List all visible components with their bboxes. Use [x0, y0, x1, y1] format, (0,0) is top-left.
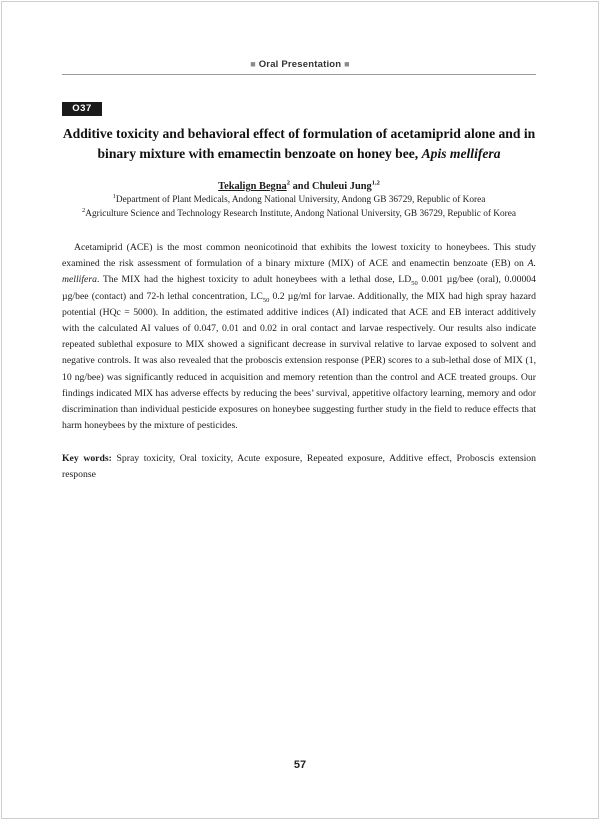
abstract-part-1: Acetamiprid (ACE) is the most common neonicotinoid that exhibits the lowest toxicity to honeybees. This study examined the risk assessment of formulation of a binary mixture (MIX) of ACE and enamectin benzoate (EB) on — [62, 242, 536, 270]
author-1-affiliation-mark: 2 — [286, 179, 290, 187]
keywords-text: Spray toxicity, Oral toxicity, Acute exposure, Repeated exposure, Additive effect, Proboscis extension response — [62, 453, 536, 481]
author-2-affiliation-mark: 1,2 — [371, 179, 380, 187]
author-2-name: Chuleui Jung — [311, 181, 372, 192]
abstract-paragraph — [62, 240, 536, 434]
affiliation-1-text: Department of Plant Medicals, Andong National University, Andong GB 36729, Republic of Korea — [115, 195, 486, 205]
lc50-subscript: 50 — [262, 296, 270, 304]
affiliation-1 — [62, 193, 536, 207]
affiliations — [62, 193, 536, 221]
abstract-part-2: . The MIX had the highest toxicity to adult honeybees with a lethal dose, LD — [96, 274, 412, 286]
presentation-code-badge: O37 — [62, 102, 102, 116]
keywords — [62, 451, 536, 483]
author-1-name: Tekalign Begna — [218, 181, 287, 192]
title-species: Apis mellifera — [421, 146, 501, 161]
abstract-part-4: 0.2 µg/ml for larvae. Additionally, the MIX had high spray hazard potential (HQc = 5000). In addition, the estimated additive indices (AI) indicated that ACE and EB interact additively with the calculated AI values of 0.047, 0.01 and 0.02 in oral contact and larvae respectively. Our results also indicate repeated sublethal exposure to MIX showed a significant decrease in survival relative to larvae exposed to solvent and negative controls. It was also revealed that the proboscis extension response (PER) scores to a sub-lethal dose of MIX (1, 10 ng/bee) was significantly reduced in acquisition and memory retention than the control and ACE treated groups. Our findings indicated MIX has adverse effects by reducing the bees’ survival, appetitive olfactory learning, memory and odor discrimination than individual pesticide exposures on honeybee suggesting further study in the field to reduce effects that harm honeybees by the mixture of pesticides. — [62, 290, 536, 432]
affiliation-1-mark: 1 — [112, 192, 116, 200]
author-line — [62, 180, 536, 194]
title-main: Additive toxicity and behavioral effect of formulation of acetamiprid alone and in binary mixture with emamectin benzoate on honey bee, — [62, 126, 536, 161]
author-connector: and — [292, 181, 310, 192]
abstract-part-3: 0.001 µg/bee (oral), 0.00004 µg/bee (contact) and 72-h lethal concentration, LC — [62, 274, 536, 302]
square-bullet-right-icon: ■ — [344, 59, 350, 69]
page-number: 57 — [293, 759, 307, 771]
square-bullet-left-icon: ■ — [250, 59, 256, 69]
paper-title — [62, 124, 536, 164]
affiliation-2 — [62, 207, 536, 221]
section-label: Oral Presentation — [258, 59, 342, 70]
ld50-subscript: 50 — [411, 280, 418, 288]
header-divider — [62, 74, 536, 75]
running-header — [0, 59, 600, 70]
affiliation-2-mark: 2 — [81, 206, 86, 214]
keywords-label: Key words: — [62, 453, 112, 464]
affiliation-2-text: Agriculture Science and Technology Research Institute, Andong National University, GB 36729, Republic of Korea — [85, 209, 517, 219]
abstract-species: A. mellifera — [62, 258, 536, 286]
